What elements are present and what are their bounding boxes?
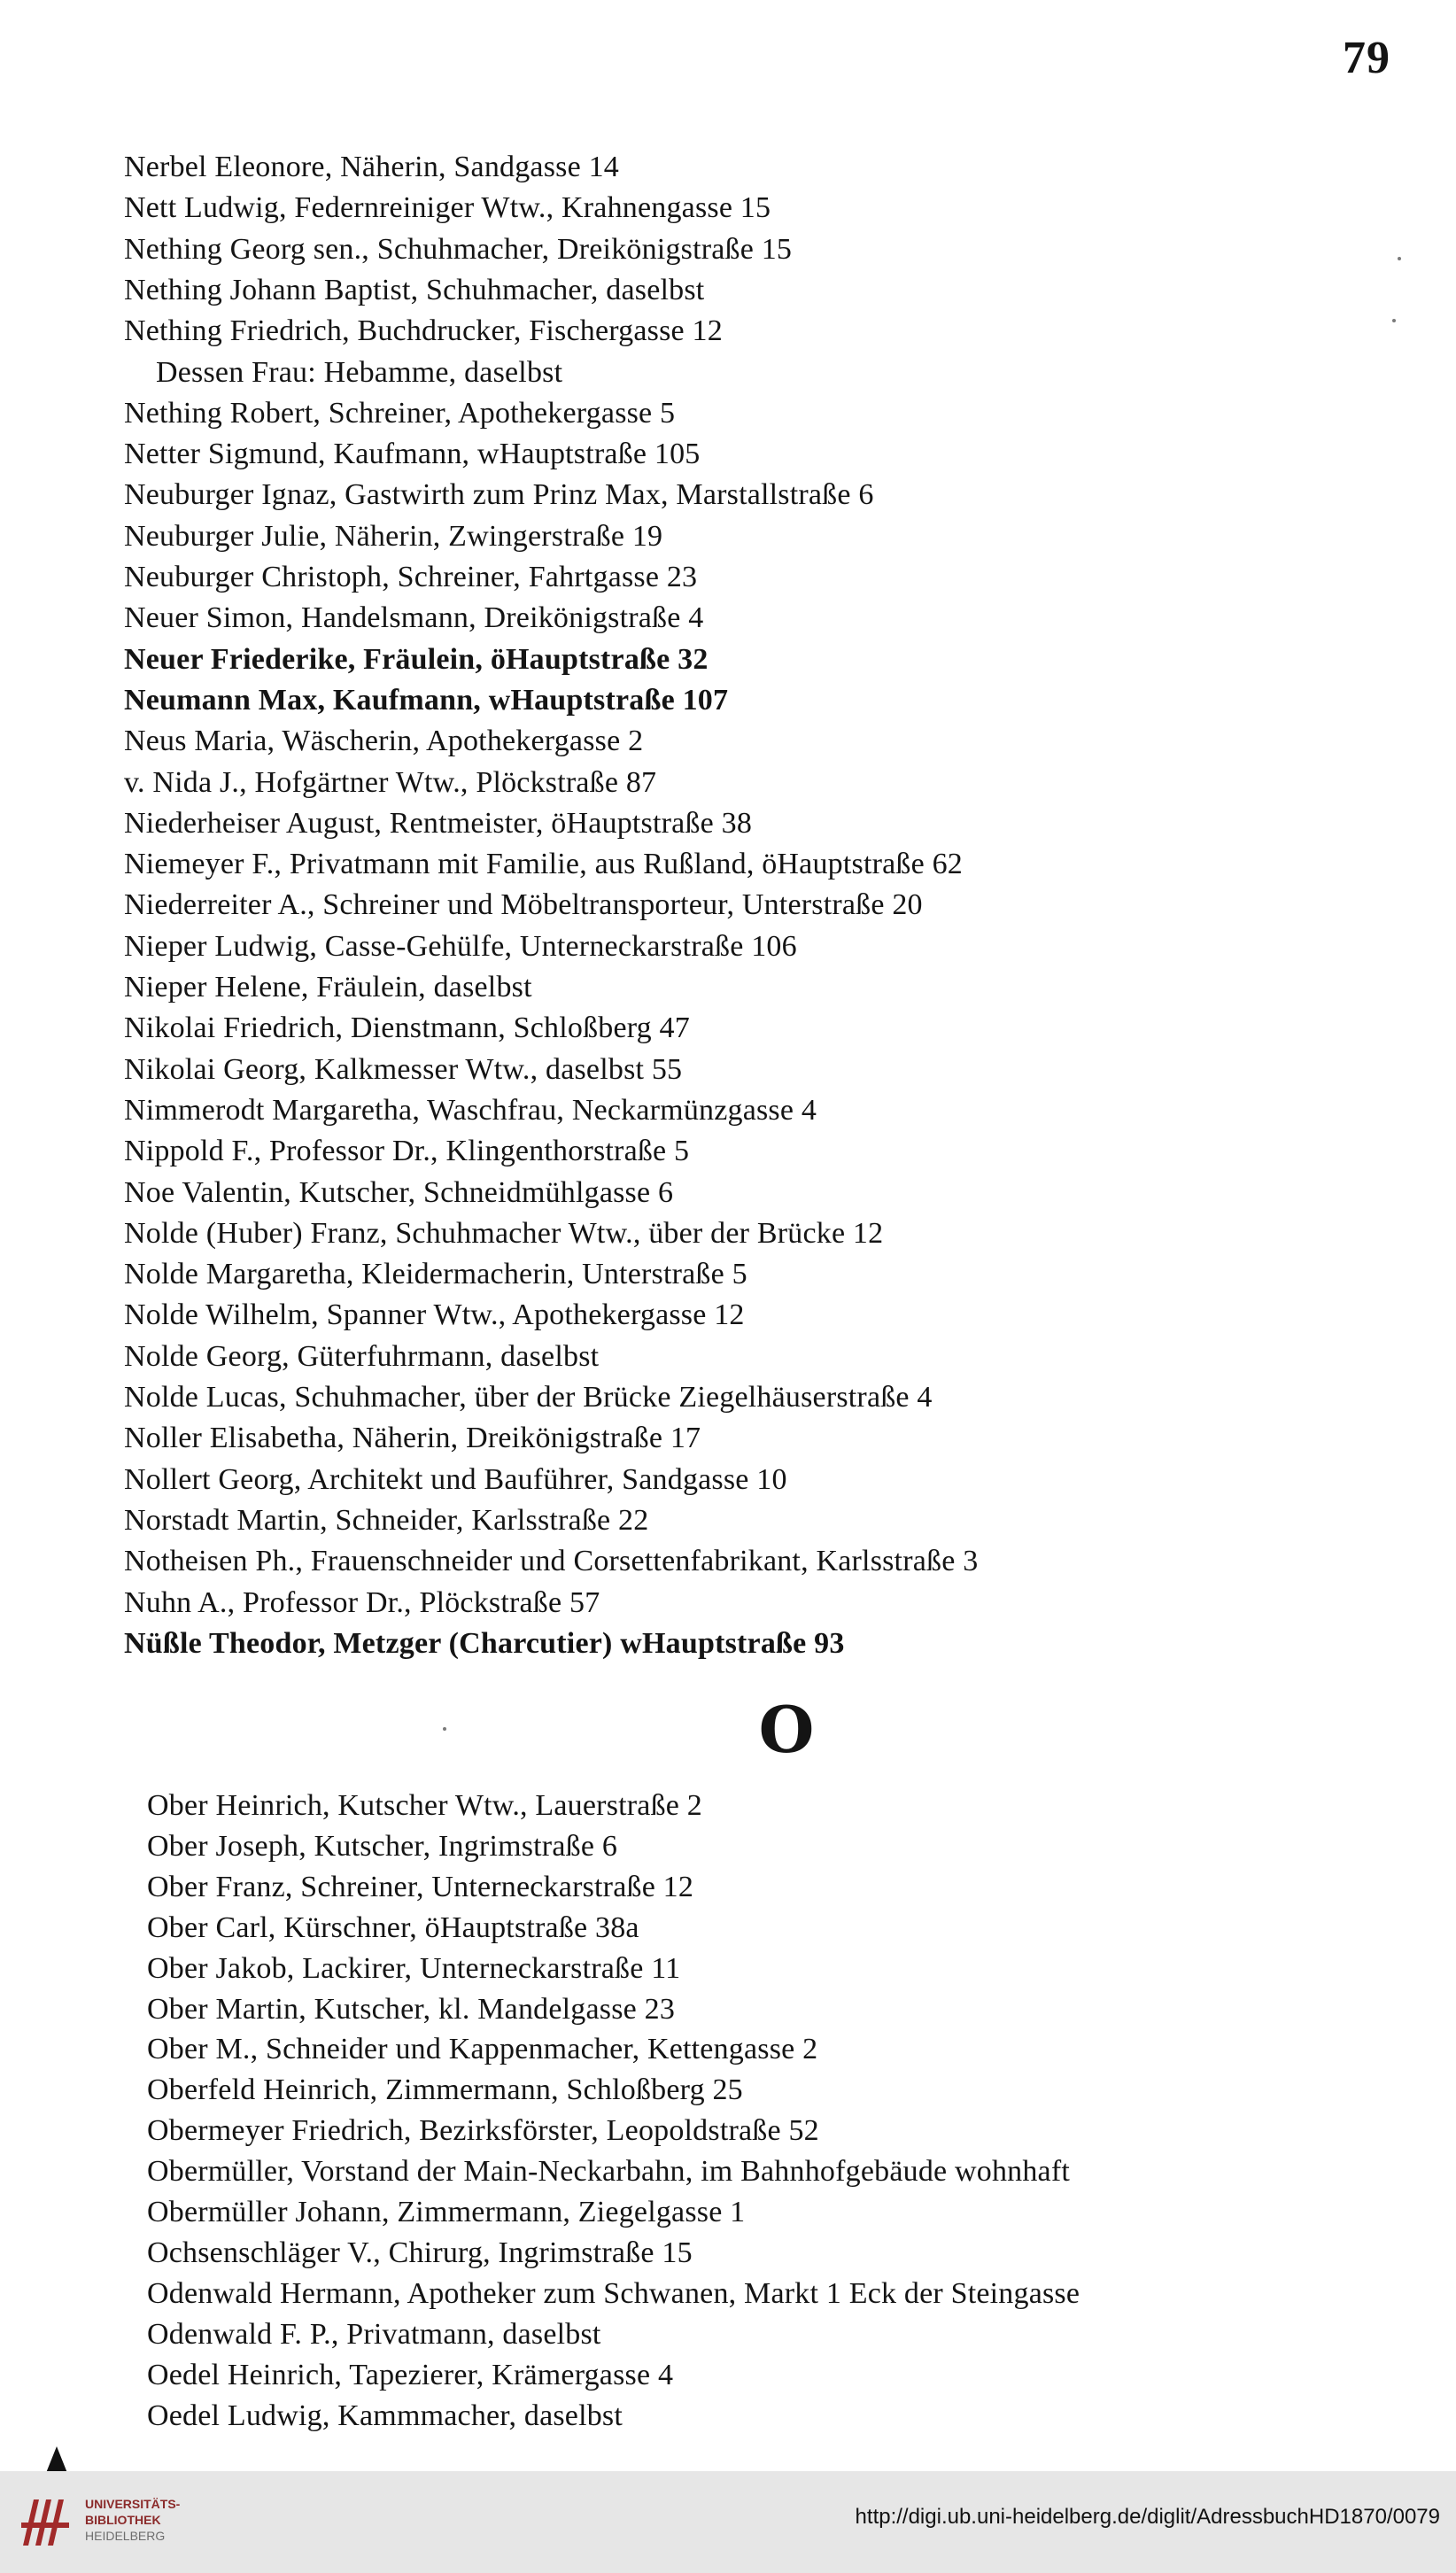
directory-entry: Obermüller Johann, Zimmermann, Ziegelgasse 1 [147,2196,746,2228]
directory-entry: Nieper Ludwig, Casse-Gehülfe, Unterneckarstraße 106 [124,930,797,963]
directory-entry: Norstadt Martin, Schneider, Karlsstraße 22 [124,1504,649,1537]
directory-entry: Ober Jakob, Lackirer, Unterneckarstraße 11 [147,1952,681,1985]
directory-entry: Nimmerodt Margaretha, Waschfrau, Neckarmünzgasse 4 [124,1094,817,1127]
directory-entry: Nuhn A., Professor Dr., Plöckstraße 57 [124,1586,600,1619]
directory-entry: Nolde Wilhelm, Spanner Wtw., Apothekergasse 12 [124,1298,745,1331]
directory-entry: Netter Sigmund, Kaufmann, wHauptstraße 105 [124,438,701,470]
directory-entry: Nolde Lucas, Schuhmacher, über der Brücke Ziegelhäuserstraße 4 [124,1381,933,1414]
directory-entry: Noller Elisabetha, Näherin, Dreikönigstraße 17 [124,1422,701,1454]
directory-entry: Ober M., Schneider und Kappenmacher, Kettengasse 2 [147,2033,818,2065]
directory-entry: Nieper Helene, Fräulein, daselbst [124,971,532,1004]
directory-entry: Ober Franz, Schreiner, Unterneckarstraße 12 [147,1871,694,1903]
directory-entry: Ober Heinrich, Kutscher Wtw., Lauerstraße 2 [147,1789,702,1822]
directory-entry: Oberfeld Heinrich, Zimmermann, Schloßberg 25 [147,2073,743,2106]
directory-entry: Nolde Georg, Güterfuhrmann, daselbst [124,1340,600,1373]
logo-line-3: HEIDELBERG [85,2529,166,2543]
directory-entry: Nething Georg sen., Schuhmacher, Dreikönigstraße 15 [124,233,793,266]
library-logo-icon[interactable] [16,2491,78,2553]
library-logo-text [85,2496,244,2544]
directory-entry: Odenwald F. P., Privatmann, daselbst [147,2318,601,2351]
directory-entry: Neuburger Julie, Näherin, Zwingerstraße 19 [124,520,663,553]
directory-entry: Niederheiser August, Rentmeister, öHauptstraße 38 [124,807,753,840]
directory-entry: Nett Ludwig, Federnreiniger Wtw., Krahnengasse 15 [124,191,771,224]
directory-entry: Nething Friedrich, Buchdrucker, Fischergasse 12 [124,314,723,347]
directory-entry: Nikolai Georg, Kalkmesser Wtw., daselbst 55 [124,1053,683,1086]
directory-entry: Neuburger Ignaz, Gastwirth zum Prinz Max, Marstallstraße 6 [124,478,874,511]
directory-entry: Notheisen Ph., Frauenschneider und Corsettenfabrikant, Karlsstraße 3 [124,1545,979,1577]
directory-entry: Neus Maria, Wäscherin, Apothekergasse 2 [124,725,644,757]
directory-entry: Niederreiter A., Schreiner und Möbeltransporteur, Unterstraße 20 [124,888,923,921]
directory-entry: Nollert Georg, Architekt und Bauführer, Sandgasse 10 [124,1463,787,1496]
directory-entry: Neuer Simon, Handelsmann, Dreikönigstraße 4 [124,601,704,634]
directory-entry: Ochsenschläger V., Chirurg, Ingrimstraße 15 [147,2236,693,2269]
directory-entry: Nolde (Huber) Franz, Schuhmacher Wtw., über der Brücke 12 [124,1217,884,1250]
directory-entry: Nerbel Eleonore, Näherin, Sandgasse 14 [124,151,619,183]
logo-line-1: UNIVERSITÄTS- [85,2497,181,2511]
directory-entry: Neuburger Christoph, Schreiner, Fahrtgasse 23 [124,561,698,593]
directory-entry: Ober Martin, Kutscher, kl. Mandelgasse 23 [147,1993,676,2026]
directory-entry: Dessen Frau: Hebamme, daselbst [156,356,563,389]
directory-entry: Obermüller, Vorstand der Main-Neckarbahn, im Bahnhofgebäude wohnhaft [147,2155,1071,2188]
source-url-link[interactable]: http://digi.ub.uni-heidelberg.de/diglit/AdressbuchHD1870/0079 [855,2505,1440,2529]
directory-entry: Nething Robert, Schreiner, Apothekergasse 5 [124,397,676,430]
footer-bar [0,2471,1456,2573]
directory-entry: Nolde Margaretha, Kleidermacherin, Unterstraße 5 [124,1258,747,1290]
directory-entry: v. Nida J., Hofgärtner Wtw., Plöckstraße 87 [124,766,657,799]
page-number: 79 [1343,33,1390,83]
directory-entry: Niemeyer F., Privatmann mit Familie, aus Rußland, öHauptstraße 62 [124,848,964,880]
directory-entry: Neumann Max, Kaufmann, wHauptstraße 107 [124,684,729,717]
directory-entry: Ober Carl, Kürschner, öHauptstraße 38a [147,1911,639,1944]
directory-entry: Odenwald Hermann, Apotheker zum Schwanen, Markt 1 Eck der Steingasse [147,2277,1080,2310]
directory-entry: Oedel Ludwig, Kammmacher, daselbst [147,2399,623,2432]
directory-entry: Ober Joseph, Kutscher, Ingrimstraße 6 [147,1830,618,1863]
scan-speck [443,1727,446,1731]
directory-entry: Noe Valentin, Kutscher, Schneidmühlgasse 6 [124,1176,674,1209]
section-letter: O [758,1692,815,1767]
scan-speck [1398,257,1401,260]
directory-entry: Oedel Heinrich, Tapezierer, Krämergasse 4 [147,2359,674,2391]
logo-line-2: BIBLIOTHEK [85,2513,161,2527]
directory-entry: Nething Johann Baptist, Schuhmacher, daselbst [124,274,705,306]
directory-entry: Nüßle Theodor, Metzger (Charcutier) wHauptstraße 93 [124,1627,845,1660]
directory-entry: Neuer Friederike, Fräulein, öHauptstraße 32 [124,643,709,676]
directory-entry: Nippold F., Professor Dr., Klingenthorstraße 5 [124,1135,690,1167]
directory-entry: Nikolai Friedrich, Dienstmann, Schloßberg 47 [124,1011,690,1044]
directory-entry: Obermeyer Friedrich, Bezirksförster, Leopoldstraße 52 [147,2114,819,2147]
scan-speck [1392,319,1396,322]
